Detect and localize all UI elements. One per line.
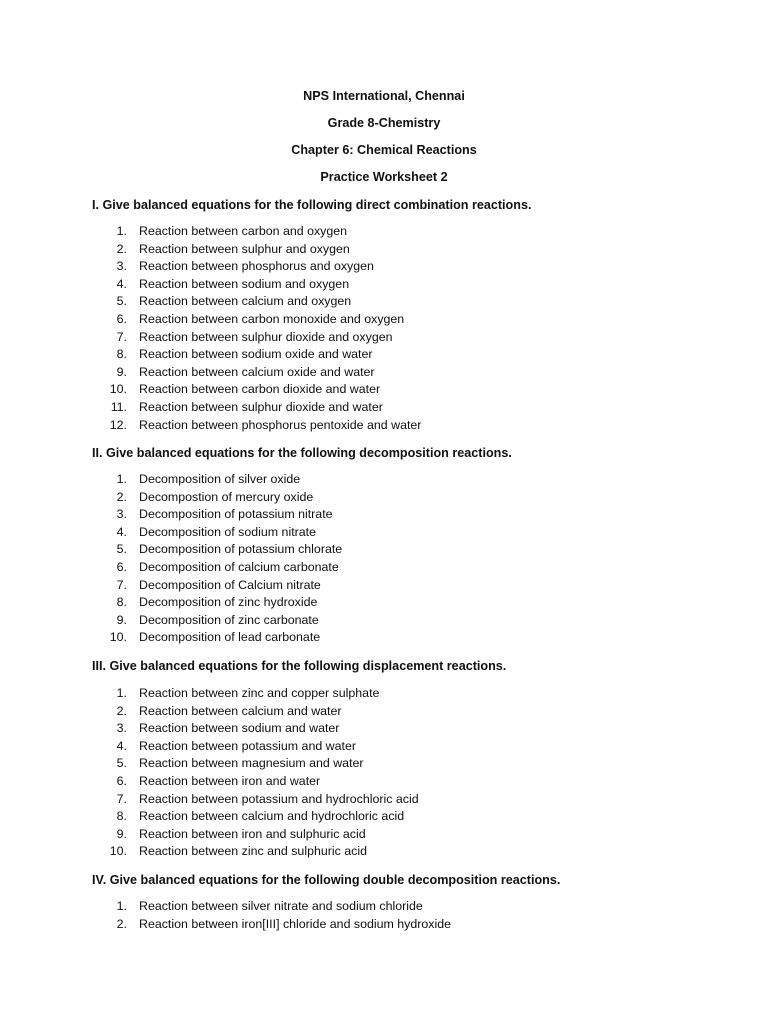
item-number: 3. <box>116 259 127 274</box>
list-item <box>0 629 768 647</box>
item-text: Decomposition of potassium chlorate <box>139 542 343 557</box>
item-number: 1. <box>116 686 127 700</box>
item-number: 4. <box>116 738 127 753</box>
item-number: 8. <box>116 809 127 824</box>
item-text: Reaction between zinc and sulphuric acid <box>139 844 367 859</box>
item-number: 2. <box>116 241 127 256</box>
item-text: Reaction between silver nitrate and sodium chloride <box>139 899 423 913</box>
section-3-heading: III. Give balanced equations for the following displacement reactions. <box>92 659 507 673</box>
item-text: Reaction between iron and water <box>139 773 321 788</box>
list-item <box>0 524 768 542</box>
item-text: Decomposition of Calcium nitrate <box>139 577 321 592</box>
item-number: 3. <box>116 507 127 522</box>
list-item <box>0 311 768 329</box>
item-number: 8. <box>116 595 127 610</box>
item-text: Reaction between sodium oxide and water <box>139 347 373 362</box>
list-item <box>0 594 768 612</box>
item-text: Decomposition of calcium carbonate <box>139 559 339 574</box>
item-text: Reaction between carbon and oxygen <box>139 224 348 238</box>
item-number: 6. <box>116 559 127 574</box>
item-text: Reaction between calcium and water <box>139 703 342 718</box>
list-item <box>0 293 768 311</box>
list-item <box>0 399 768 417</box>
list-item <box>0 685 768 703</box>
item-number: 10. <box>109 382 127 397</box>
list-item <box>0 489 768 507</box>
item-text: Reaction between calcium oxide and water <box>139 364 375 379</box>
list-item <box>0 738 768 756</box>
list-item <box>0 471 768 489</box>
item-text: Reaction between magnesium and water <box>139 756 364 771</box>
list-item <box>0 364 768 382</box>
list-item <box>0 843 768 861</box>
item-number: 5. <box>116 756 127 771</box>
item-number: 10. <box>109 844 127 859</box>
list-item <box>0 346 768 364</box>
list-item <box>0 612 768 630</box>
section-2-list <box>0 471 768 647</box>
section-2-heading: II. Give balanced equations for the following decomposition reactions. <box>92 446 512 460</box>
list-item <box>0 826 768 844</box>
list-item <box>0 258 768 276</box>
item-text: Reaction between calcium and oxygen <box>139 294 352 309</box>
item-text: Decomposition of lead carbonate <box>139 630 321 645</box>
section-4-list <box>0 898 768 933</box>
list-item <box>0 241 768 259</box>
item-text: Reaction between calcium and hydrochloric acid <box>139 809 405 824</box>
item-text: Reaction between sodium and oxygen <box>139 276 350 291</box>
list-item <box>0 791 768 809</box>
list-item <box>0 916 768 934</box>
item-number: 7. <box>116 329 127 344</box>
item-text: Reaction between zinc and copper sulphate <box>139 686 380 700</box>
item-text: Decomposition of silver oxide <box>139 472 301 486</box>
list-item <box>0 559 768 577</box>
item-number: 2. <box>116 489 127 504</box>
worksheet-title: Practice Worksheet 2 <box>320 170 448 184</box>
item-text: Reaction between carbon monoxide and oxygen <box>139 311 405 326</box>
item-text: Reaction between sulphur dioxide and oxygen <box>139 329 393 344</box>
item-number: 2. <box>116 916 127 931</box>
list-item <box>0 381 768 399</box>
item-number: 5. <box>116 542 127 557</box>
item-number: 9. <box>116 612 127 627</box>
list-item <box>0 720 768 738</box>
item-number: 12. <box>109 417 127 432</box>
list-item <box>0 276 768 294</box>
item-number: 11. <box>110 399 127 414</box>
item-text: Reaction between sulphur and oxygen <box>139 241 350 256</box>
item-number: 1. <box>116 472 127 486</box>
item-text: Reaction between sodium and water <box>139 721 340 736</box>
item-number: 7. <box>116 577 127 592</box>
list-item <box>0 773 768 791</box>
item-text: Reaction between potassium and hydrochloric acid <box>139 791 419 806</box>
list-item <box>0 577 768 595</box>
item-text: Decompostion of mercury oxide <box>139 489 314 504</box>
item-text: Reaction between iron and sulphuric acid <box>139 826 366 841</box>
item-number: 8. <box>116 347 127 362</box>
list-item <box>0 808 768 826</box>
section-1-heading: I. Give balanced equations for the following direct combination reactions. <box>92 198 532 212</box>
item-text: Decomposition of zinc carbonate <box>139 612 319 627</box>
item-text: Reaction between phosphorus and oxygen <box>139 259 374 274</box>
item-text: Reaction between potassium and water <box>139 738 356 753</box>
item-number: 9. <box>116 826 127 841</box>
item-text: Reaction between sulphur dioxide and water <box>139 399 383 414</box>
item-number: 6. <box>116 311 127 326</box>
item-number: 2. <box>116 703 127 718</box>
item-number: 4. <box>116 276 127 291</box>
item-text: Decomposition of potassium nitrate <box>139 507 333 522</box>
section-4-heading: IV. Give balanced equations for the following double decomposition reactions. <box>92 873 561 887</box>
list-item <box>0 541 768 559</box>
list-item <box>0 329 768 347</box>
section-1-list <box>0 223 768 434</box>
item-number: 1. <box>116 899 127 913</box>
item-number: 5. <box>116 294 127 309</box>
list-item <box>0 506 768 524</box>
item-number: 1. <box>116 224 127 238</box>
item-text: Reaction between carbon dioxide and water <box>139 382 381 397</box>
list-item <box>0 703 768 721</box>
item-text: Reaction between iron[III] chloride and sodium hydroxide <box>139 916 452 931</box>
item-number: 6. <box>116 773 127 788</box>
school-name: NPS International, Chennai <box>303 89 465 103</box>
list-item <box>0 755 768 773</box>
item-text: Decomposition of zinc hydroxide <box>139 595 318 610</box>
item-text: Reaction between phosphorus pentoxide and water <box>139 417 422 432</box>
list-item <box>0 898 768 916</box>
item-number: 10. <box>109 630 127 645</box>
grade-title: Grade 8-Chemistry <box>327 116 441 130</box>
section-3-list <box>0 685 768 861</box>
item-number: 3. <box>116 721 127 736</box>
item-text: Decomposition of sodium nitrate <box>139 524 316 539</box>
list-item <box>0 223 768 241</box>
chapter-title: Chapter 6: Chemical Reactions <box>291 143 477 157</box>
item-number: 7. <box>116 791 127 806</box>
item-number: 4. <box>116 524 127 539</box>
item-number: 9. <box>116 364 127 379</box>
list-item <box>0 417 768 435</box>
